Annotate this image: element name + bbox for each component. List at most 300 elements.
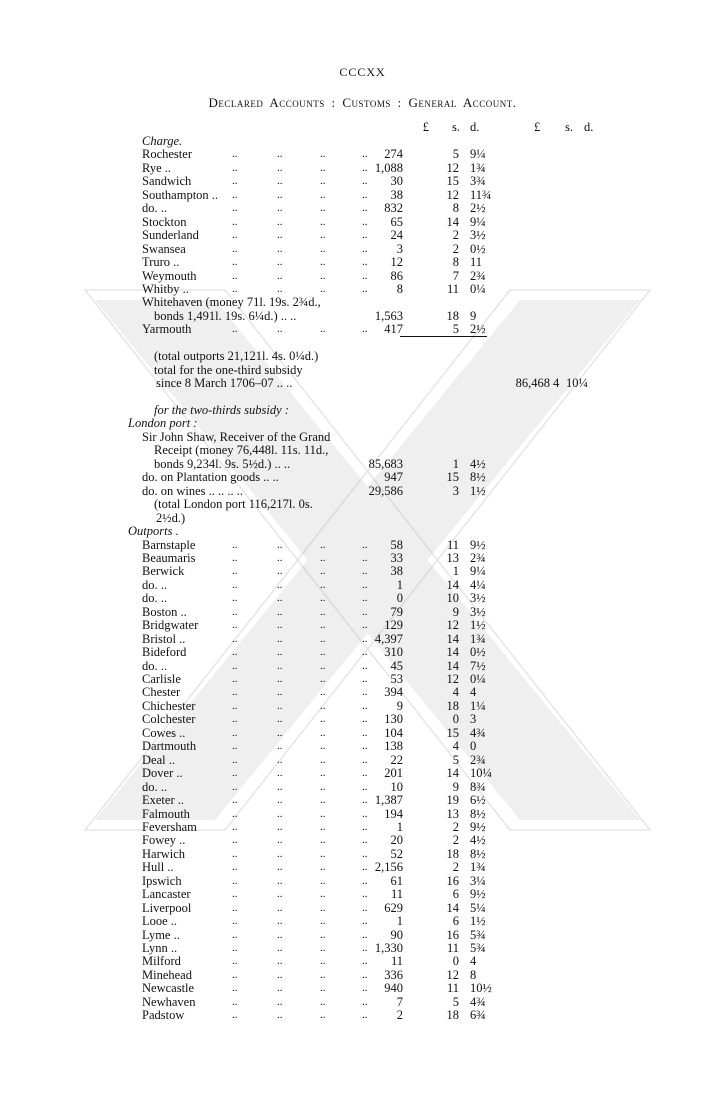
- leader-dots: ..: [362, 1009, 368, 1022]
- row-label: Yarmouth: [142, 322, 192, 337]
- leader-dots: ..: [320, 282, 326, 295]
- amount-pounds: 11: [390, 954, 403, 969]
- ledger-row: [0, 578, 725, 592]
- amount-pounds: 1,088: [374, 160, 403, 175]
- ledger-row: [0, 766, 725, 780]
- amount-shillings: 18: [446, 1008, 459, 1023]
- leader-dots: ..: [232, 229, 238, 242]
- leader-dots: ..: [232, 646, 238, 659]
- leader-dots: ..: [277, 740, 283, 753]
- leader-dots: ..: [232, 713, 238, 726]
- leader-dots: ..: [362, 740, 368, 753]
- row-label: do. on wines .. .. .. ..: [142, 483, 244, 498]
- amount-pounds: 1,387: [374, 793, 403, 808]
- row-label: Receipt (money 76,448l. 11s. 11d.,: [154, 443, 329, 458]
- ledger-row: [0, 672, 725, 686]
- ledger-row: [0, 807, 725, 821]
- amount-pence: 4½: [470, 456, 486, 471]
- amount-shillings: 14: [446, 645, 459, 660]
- amount-pounds: 629: [384, 900, 403, 915]
- leader-dots: ..: [232, 202, 238, 215]
- row-label: Cowes ..: [142, 725, 186, 740]
- leader-dots: ..: [232, 565, 238, 578]
- row-label: Falmouth: [142, 806, 190, 821]
- ledger-row: [0, 874, 725, 888]
- ledger-row: [0, 161, 725, 175]
- leader-dots: ..: [362, 928, 368, 941]
- amount-pounds: 130: [384, 712, 403, 727]
- ledger-row: [0, 645, 725, 659]
- leader-dots: ..: [277, 605, 283, 618]
- amount-pence: 7½: [470, 658, 486, 673]
- leader-dots: ..: [362, 915, 368, 928]
- leader-dots: ..: [320, 659, 326, 672]
- leader-dots: ..: [277, 269, 283, 282]
- amount-pence: 2¾: [470, 550, 486, 565]
- row-label: do. on Plantation goods .. ..: [142, 470, 279, 485]
- amount-pence: 4½: [470, 833, 486, 848]
- ledger-row: [0, 860, 725, 874]
- row-label: Minehead: [142, 967, 192, 982]
- amount-shillings: 14: [446, 631, 459, 646]
- leader-dots: ..: [232, 901, 238, 914]
- leader-dots: ..: [320, 646, 326, 659]
- amount-pounds: 10: [390, 779, 403, 794]
- amount-shillings: 14: [446, 900, 459, 915]
- leader-dots: ..: [277, 968, 283, 981]
- leader-dots: ..: [277, 888, 283, 901]
- row-label: Southampton ..: [142, 187, 219, 202]
- amount-pounds: 12: [390, 255, 403, 270]
- leader-dots: ..: [232, 780, 238, 793]
- leader-dots: ..: [232, 215, 238, 228]
- leader-dots: ..: [277, 619, 283, 632]
- leader-dots: ..: [232, 592, 238, 605]
- leader-dots: ..: [362, 565, 368, 578]
- leader-dots: ..: [277, 242, 283, 255]
- amount-shillings: 11: [446, 537, 459, 552]
- amount-shillings: 8: [452, 201, 459, 216]
- amount-shillings: 2: [452, 241, 459, 256]
- amount-pence: 2¾: [470, 752, 486, 767]
- leader-dots: ..: [232, 538, 238, 551]
- ledger-row: [0, 793, 725, 807]
- amount-shillings: 19: [446, 793, 459, 808]
- ledger-row: [0, 484, 725, 498]
- amount-pounds: 58: [390, 537, 403, 552]
- row-label: do. ..: [142, 591, 167, 606]
- ledger-row: [0, 659, 725, 673]
- ledger-row: [0, 591, 725, 605]
- row-label: London port :: [128, 416, 198, 431]
- leader-dots: ..: [232, 928, 238, 941]
- row-label: (total London port 116,217l. 0s.: [154, 497, 313, 512]
- leader-dots: ..: [277, 847, 283, 860]
- leader-dots: ..: [362, 968, 368, 981]
- row-label: Charge.: [142, 134, 183, 148]
- leader-dots: ..: [320, 175, 326, 188]
- leader-dots: ..: [277, 175, 283, 188]
- leader-dots: ..: [232, 955, 238, 968]
- leader-dots: ..: [277, 592, 283, 605]
- row-label: Dover ..: [142, 766, 183, 781]
- ledger-row: [0, 134, 725, 148]
- leader-dots: ..: [232, 188, 238, 201]
- row-label: Berwick: [142, 564, 185, 579]
- leader-dots: ..: [362, 901, 368, 914]
- amount-pence: 3¼: [470, 873, 486, 888]
- ledger-row: [0, 147, 725, 161]
- amount-shillings: 0: [452, 712, 459, 727]
- leader-dots: ..: [277, 713, 283, 726]
- leader-dots: ..: [320, 807, 326, 820]
- amount-shillings: 5: [452, 322, 459, 337]
- amount-pence: 9¼: [470, 214, 486, 229]
- leader-dots: ..: [362, 632, 368, 645]
- leader-dots: ..: [320, 578, 326, 591]
- leader-dots: ..: [362, 538, 368, 551]
- ledger-row: [0, 726, 725, 740]
- leader-dots: ..: [277, 699, 283, 712]
- leader-dots: ..: [277, 780, 283, 793]
- col-header-pence-2: d.: [584, 120, 594, 134]
- amount-pence: 11: [470, 255, 483, 270]
- row-label: Lynn ..: [142, 941, 178, 955]
- leader-dots: ..: [320, 699, 326, 712]
- amount-pence: 3½: [470, 591, 486, 606]
- leader-dots: ..: [320, 632, 326, 645]
- row-label: Bideford: [142, 645, 187, 660]
- leader-dots: ..: [362, 820, 368, 833]
- amount-pence: 2¾: [470, 268, 486, 283]
- leader-dots: ..: [320, 901, 326, 914]
- amount-shillings: 2: [452, 228, 459, 243]
- amount-pounds: 194: [384, 806, 403, 821]
- row-label: Dartmouth: [142, 739, 197, 754]
- amount-pounds: 1,330: [374, 941, 403, 955]
- ledger-row: [0, 820, 725, 834]
- leader-dots: ..: [320, 740, 326, 753]
- leader-dots: ..: [320, 148, 326, 161]
- leader-dots: ..: [277, 753, 283, 766]
- amount-pounds: 53: [390, 672, 403, 686]
- leader-dots: ..: [320, 619, 326, 632]
- leader-dots: ..: [277, 215, 283, 228]
- row-label: Beaumaris: [142, 550, 196, 565]
- leader-dots: ..: [232, 605, 238, 618]
- leader-dots: ..: [320, 202, 326, 215]
- leader-dots: ..: [320, 915, 326, 928]
- amount-pence: 3: [470, 712, 477, 727]
- ledger-row: [0, 457, 725, 471]
- amount-pounds: 61: [390, 873, 403, 888]
- leader-dots: ..: [320, 188, 326, 201]
- amount-shillings: 8: [452, 255, 459, 270]
- amount-pence: 4¾: [470, 725, 486, 740]
- amount-pence: 1¼: [470, 698, 486, 713]
- leader-dots: ..: [362, 753, 368, 766]
- ledger-row: [0, 847, 725, 861]
- amount-pence: 3½: [470, 604, 486, 619]
- leader-dots: ..: [320, 269, 326, 282]
- page-heading: Declared Accounts : Customs : General Account.: [208, 95, 517, 110]
- amount-shillings: 14: [446, 214, 459, 229]
- ledger-row: [0, 443, 725, 457]
- leader-dots: ..: [277, 202, 283, 215]
- column-header-row: [0, 120, 725, 134]
- ledger-row: [0, 349, 725, 363]
- leader-dots: ..: [362, 578, 368, 591]
- leader-dots: ..: [232, 807, 238, 820]
- amount-pounds: 274: [384, 147, 403, 162]
- amount-shillings: 2: [452, 833, 459, 848]
- ledger-row: [0, 390, 725, 404]
- leader-dots: ..: [362, 175, 368, 188]
- leader-dots: ..: [320, 780, 326, 793]
- leader-dots: ..: [362, 807, 368, 820]
- row-label: Fowey ..: [142, 833, 186, 848]
- amount-pence: 8½: [470, 846, 486, 861]
- amount-pounds: 22: [390, 752, 403, 767]
- leader-dots: ..: [232, 632, 238, 645]
- ledger-row: [0, 376, 725, 390]
- amount-pence: 9: [470, 308, 477, 323]
- amount-shillings: 6: [452, 887, 459, 902]
- amount-pounds: 0: [396, 591, 403, 606]
- amount-pounds: 2: [396, 1008, 403, 1023]
- row-label: total for the one-third subsidy: [154, 362, 303, 377]
- amount-pence: 5¼: [470, 900, 486, 915]
- ledger-row: [0, 336, 725, 350]
- amount-pounds: 417: [384, 322, 403, 337]
- leader-dots: ..: [320, 538, 326, 551]
- leader-dots: ..: [320, 215, 326, 228]
- amount-shillings: 14: [446, 658, 459, 673]
- leader-dots: ..: [362, 148, 368, 161]
- ledger-row: [0, 201, 725, 215]
- amount-shillings: 4: [452, 685, 459, 700]
- leader-dots: ..: [362, 780, 368, 793]
- amount-pounds: 336: [384, 967, 403, 982]
- row-label: Swansea: [142, 241, 186, 256]
- amount-pence: 5¾: [470, 927, 486, 942]
- leader-dots: ..: [277, 659, 283, 672]
- amount-shillings: 18: [446, 698, 459, 713]
- row-label: Truro ..: [142, 255, 180, 270]
- row-label: Bridgwater: [142, 618, 199, 633]
- row-label: (total outports 21,121l. 4s. 0¼d.): [154, 349, 319, 364]
- row-label: Rochester: [142, 147, 192, 162]
- leader-dots: ..: [362, 699, 368, 712]
- leader-dots: ..: [320, 968, 326, 981]
- leader-dots: ..: [232, 968, 238, 981]
- row-label: Sir John Shaw, Receiver of the Grand: [142, 429, 331, 444]
- ledger-row: [0, 242, 725, 256]
- row-label: Feversham: [142, 819, 197, 834]
- ledger-row: [0, 363, 725, 377]
- amount-pence: 3¾: [470, 174, 486, 189]
- leader-dots: ..: [320, 942, 326, 954]
- amount-shillings: 16: [446, 873, 459, 888]
- amount-shillings: 14: [446, 766, 459, 781]
- leader-dots: ..: [320, 673, 326, 685]
- amount-pounds: 65: [390, 214, 403, 229]
- ledger-row: [0, 928, 725, 942]
- row-label: Whitehaven (money 71l. 19s. 2¾d.,: [142, 295, 321, 310]
- ledger-row: [0, 699, 725, 713]
- leader-dots: ..: [362, 592, 368, 605]
- leader-dots: ..: [277, 323, 283, 336]
- amount-pounds: 11: [390, 887, 403, 902]
- leader-dots: ..: [277, 861, 283, 874]
- leader-dots: ..: [362, 269, 368, 282]
- amount-pence: 9½: [470, 819, 486, 834]
- amount-pence: 0½: [470, 645, 486, 660]
- ledger-row: [0, 712, 725, 726]
- leader-dots: ..: [362, 242, 368, 255]
- leader-dots: ..: [232, 161, 238, 174]
- leader-dots: ..: [320, 982, 326, 995]
- row-label: Chichester: [142, 698, 196, 713]
- leader-dots: ..: [362, 229, 368, 242]
- amount-pence: 0: [470, 739, 477, 754]
- leader-dots: ..: [320, 1009, 326, 1022]
- leader-dots: ..: [362, 713, 368, 726]
- amount-pence: 1¾: [470, 160, 486, 175]
- amount-pounds: 1: [396, 819, 403, 834]
- leader-dots: ..: [277, 282, 283, 295]
- amount-pence: 1½: [470, 483, 486, 498]
- row-label: Carlisle: [142, 672, 181, 686]
- row-label: for the two-thirds subsidy :: [154, 403, 289, 417]
- leader-dots: ..: [362, 551, 368, 564]
- ledger-row: [0, 968, 725, 982]
- leader-dots: ..: [320, 605, 326, 618]
- amount-shillings: 11: [446, 941, 459, 955]
- row-label: bonds 9,234l. 9s. 5½d.) .. ..: [154, 456, 291, 471]
- row-label: Hull ..: [142, 860, 174, 875]
- leader-dots: ..: [362, 955, 368, 968]
- leader-dots: ..: [232, 767, 238, 780]
- leader-dots: ..: [277, 646, 283, 659]
- leader-dots: ..: [232, 551, 238, 564]
- ledger-row: [0, 941, 725, 955]
- row-label: Liverpool: [142, 900, 192, 915]
- amount-pounds: 104: [384, 725, 403, 740]
- leader-dots: ..: [277, 148, 283, 161]
- leader-dots: ..: [362, 686, 368, 699]
- leader-dots: ..: [320, 874, 326, 887]
- leader-dots: ..: [232, 794, 238, 807]
- amount-pounds: 29,586: [368, 483, 403, 498]
- leader-dots: ..: [320, 713, 326, 726]
- row-label: Boston ..: [142, 604, 187, 619]
- amount-pence: 9¼: [470, 147, 486, 162]
- row-label: since 8 March 1706–07 .. ..: [156, 376, 293, 391]
- col-header-pounds: £: [422, 120, 429, 134]
- leader-dots: ..: [277, 982, 283, 995]
- amount-pounds: 52: [390, 846, 403, 861]
- leader-dots: ..: [362, 861, 368, 874]
- amount-pence: 1¾: [470, 860, 486, 875]
- leader-dots: ..: [320, 928, 326, 941]
- ledger-row: [0, 403, 725, 417]
- leader-dots: ..: [362, 995, 368, 1008]
- leader-dots: ..: [277, 807, 283, 820]
- amount-pounds: 1,563: [374, 308, 403, 323]
- row-label: do. ..: [142, 577, 167, 592]
- leader-dots: ..: [362, 767, 368, 780]
- ledger-row: [0, 753, 725, 767]
- leader-dots: ..: [320, 726, 326, 739]
- leader-dots: ..: [277, 551, 283, 564]
- amount-pounds: 940: [384, 981, 403, 996]
- subsidy-total-shillings: 4: [553, 376, 560, 391]
- ledger-row: [0, 914, 725, 928]
- ledger-row: [0, 215, 725, 229]
- ledger-row: [0, 511, 725, 525]
- leader-dots: ..: [232, 673, 238, 685]
- row-label: Weymouth: [142, 268, 197, 283]
- amount-pounds: 129: [384, 618, 403, 633]
- amount-shillings: 13: [446, 550, 459, 565]
- leader-dots: ..: [277, 161, 283, 174]
- row-label: Stockton: [142, 214, 187, 229]
- leader-dots: ..: [362, 202, 368, 215]
- leader-dots: ..: [232, 269, 238, 282]
- ledger-row: [0, 430, 725, 444]
- leader-dots: ..: [232, 686, 238, 699]
- leader-dots: ..: [362, 646, 368, 659]
- leader-dots: ..: [362, 726, 368, 739]
- amount-pounds: 38: [390, 187, 403, 202]
- col-header-shillings: s.: [452, 120, 460, 134]
- amount-shillings: 12: [446, 618, 459, 633]
- leader-dots: ..: [277, 578, 283, 591]
- amount-shillings: 6: [452, 914, 459, 929]
- row-label: Colchester: [142, 712, 196, 727]
- leader-dots: ..: [277, 794, 283, 807]
- amount-pence: 9¼: [470, 564, 486, 579]
- ledger-row: [0, 174, 725, 188]
- ledger-row: [0, 255, 725, 269]
- amount-shillings: 14: [446, 577, 459, 592]
- leader-dots: ..: [362, 794, 368, 807]
- amount-shillings: 12: [446, 672, 459, 686]
- ledger-row: [0, 322, 725, 336]
- leader-dots: ..: [232, 619, 238, 632]
- amount-shillings: 1: [452, 456, 459, 471]
- amount-pence: 1½: [470, 914, 486, 929]
- leader-dots: ..: [277, 673, 283, 685]
- amount-pounds: 8: [396, 281, 403, 296]
- amount-shillings: 11: [446, 281, 459, 296]
- amount-pence: 2½: [470, 201, 486, 216]
- leader-dots: ..: [277, 565, 283, 578]
- leader-dots: ..: [232, 861, 238, 874]
- amount-shillings: 3: [452, 483, 459, 498]
- row-label: Barnstaple: [142, 537, 196, 552]
- leader-dots: ..: [277, 915, 283, 928]
- amount-pounds: 30: [390, 174, 403, 189]
- row-label: Sunderland: [142, 228, 199, 243]
- row-label: Outports .: [128, 524, 179, 539]
- amount-pence: 11¾: [470, 187, 492, 202]
- amount-pounds: 2,156: [374, 860, 403, 875]
- amount-shillings: 16: [446, 927, 459, 942]
- leader-dots: ..: [277, 686, 283, 699]
- leader-dots: ..: [277, 928, 283, 941]
